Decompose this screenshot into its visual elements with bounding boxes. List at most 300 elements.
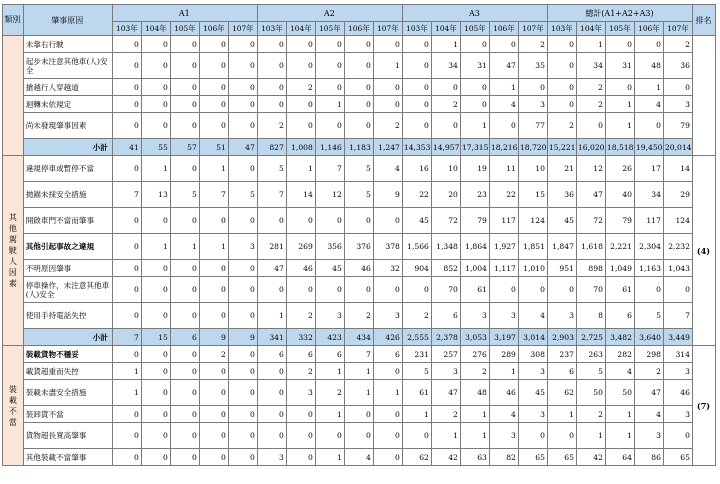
value-cell: 1 (170, 234, 199, 260)
value-cell: 79 (605, 208, 634, 234)
value-cell: 5 (228, 182, 257, 208)
subtotal-value: 1,008 (286, 139, 315, 156)
value-cell: 0 (170, 303, 199, 329)
reason-cell: 裝載貨物不穩妥 (23, 346, 112, 363)
value-cell: 0 (228, 423, 257, 449)
value-cell: 0 (373, 423, 402, 449)
value-cell: 0 (170, 36, 199, 53)
value-cell: 34 (431, 53, 460, 79)
value-cell: 263 (576, 346, 605, 363)
value-cell: 34 (634, 182, 663, 208)
value-cell: 0 (286, 208, 315, 234)
value-cell: 0 (199, 53, 228, 79)
value-cell: 282 (605, 346, 634, 363)
value-cell: 298 (634, 346, 663, 363)
value-cell: 0 (605, 79, 634, 96)
value-cell: 0 (315, 423, 344, 449)
value-cell: 17 (634, 156, 663, 182)
value-cell: 0 (344, 208, 373, 234)
reason-cell: 尚未發現肇事因素 (23, 113, 112, 139)
header-year: 103年 (257, 22, 286, 36)
value-cell: 1 (605, 113, 634, 139)
value-cell: 6 (315, 346, 344, 363)
value-cell: 5 (634, 303, 663, 329)
value-cell: 2 (257, 113, 286, 139)
value-cell: 0 (170, 96, 199, 113)
value-cell: 0 (344, 423, 373, 449)
value-cell: 1,043 (663, 260, 692, 277)
subtotal-value: 3,482 (605, 329, 634, 346)
table-row (3, 79, 716, 96)
value-cell: 1,927 (489, 234, 518, 260)
value-cell: 4 (489, 406, 518, 423)
value-cell: 4 (634, 406, 663, 423)
value-cell: 0 (576, 113, 605, 139)
value-cell: 0 (141, 277, 170, 303)
reason-cell: 裝載未盡安全措施 (23, 380, 112, 406)
value-cell: 0 (402, 79, 431, 96)
value-cell: 1,566 (402, 234, 431, 260)
value-cell: 3 (286, 380, 315, 406)
value-cell: 0 (257, 380, 286, 406)
value-cell: 65 (547, 449, 576, 466)
value-cell: 64 (605, 449, 634, 466)
value-cell: 5 (576, 363, 605, 380)
value-cell: 7 (315, 156, 344, 182)
value-cell: 4 (344, 449, 373, 466)
reason-cell: 違規停車或暫停不當 (23, 156, 112, 182)
value-cell: 0 (547, 96, 576, 113)
value-cell: 1 (315, 406, 344, 423)
value-cell: 12 (576, 156, 605, 182)
accident-cause-table (2, 4, 716, 466)
value-cell: 0 (518, 79, 547, 96)
reason-cell: 開啟車門不當而肇事 (23, 208, 112, 234)
table-body (3, 36, 716, 466)
reason-cell: 其他裝載不當肇事 (23, 449, 112, 466)
value-cell: 0 (228, 277, 257, 303)
value-cell: 2 (373, 113, 402, 139)
subtotal-value: 3,053 (460, 329, 489, 346)
value-cell: 3 (228, 234, 257, 260)
value-cell: 0 (663, 79, 692, 96)
value-cell: 5 (257, 156, 286, 182)
value-cell: 3 (518, 96, 547, 113)
subtotal-value: 9 (228, 329, 257, 346)
value-cell: 0 (170, 113, 199, 139)
value-cell: 0 (373, 79, 402, 96)
value-cell: 0 (663, 277, 692, 303)
value-cell: 0 (402, 423, 431, 449)
value-cell: 1 (634, 79, 663, 96)
value-cell: 1,348 (431, 234, 460, 260)
value-cell: 0 (199, 449, 228, 466)
reason-cell: 起步未注意其他車(人)安全 (23, 53, 112, 79)
value-cell: 0 (112, 113, 141, 139)
value-cell: 2 (576, 96, 605, 113)
rank-cell (692, 36, 715, 156)
rank-cell: (4) (692, 156, 715, 346)
value-cell: 1 (547, 406, 576, 423)
table-row (3, 346, 716, 363)
value-cell: 0 (344, 406, 373, 423)
value-cell: 124 (518, 208, 547, 234)
value-cell: 0 (228, 380, 257, 406)
value-cell: 0 (141, 79, 170, 96)
value-cell: 20 (431, 182, 460, 208)
value-cell: 2 (286, 363, 315, 380)
value-cell: 1 (489, 79, 518, 96)
value-cell: 1 (431, 36, 460, 53)
value-cell: 5 (344, 156, 373, 182)
value-cell: 23 (460, 182, 489, 208)
value-cell: 1 (402, 406, 431, 423)
value-cell: 0 (112, 277, 141, 303)
value-cell: 0 (547, 423, 576, 449)
value-cell: 0 (141, 36, 170, 53)
value-cell: 5 (402, 363, 431, 380)
subtotal-label: 小計 (23, 139, 112, 156)
value-cell: 3 (257, 449, 286, 466)
header-year: 106年 (489, 22, 518, 36)
value-cell: 2 (431, 96, 460, 113)
value-cell: 42 (576, 449, 605, 466)
value-cell: 1 (460, 423, 489, 449)
value-cell: 4 (634, 96, 663, 113)
value-cell: 0 (112, 449, 141, 466)
header-year: 107年 (518, 22, 547, 36)
value-cell: 0 (489, 36, 518, 53)
value-cell: 6 (547, 363, 576, 380)
header-year: 105年 (170, 22, 199, 36)
subtotal-value: 41 (112, 139, 141, 156)
subtotal-value: 6 (170, 329, 199, 346)
value-cell: 0 (112, 234, 141, 260)
value-cell: 1,864 (460, 234, 489, 260)
value-cell: 61 (605, 277, 634, 303)
value-cell: 1 (199, 234, 228, 260)
category-cell: 其他駕駛人因素 (3, 156, 24, 346)
value-cell: 0 (489, 277, 518, 303)
subtotal-value: 827 (257, 139, 286, 156)
value-cell: 9 (373, 182, 402, 208)
value-cell: 1 (373, 53, 402, 79)
value-cell: 0 (373, 208, 402, 234)
header-year: 107年 (373, 22, 402, 36)
value-cell: 0 (663, 423, 692, 449)
value-cell: 0 (257, 406, 286, 423)
header-year: 105年 (315, 22, 344, 36)
table-row (3, 156, 716, 182)
table-row (3, 303, 716, 329)
value-cell: 5 (170, 182, 199, 208)
value-cell: 45 (518, 380, 547, 406)
table-row (3, 234, 716, 260)
value-cell: 61 (402, 380, 431, 406)
value-cell: 0 (547, 79, 576, 96)
value-cell: 0 (344, 113, 373, 139)
value-cell: 0 (228, 363, 257, 380)
value-cell: 32 (373, 260, 402, 277)
value-cell: 0 (141, 208, 170, 234)
value-cell: 45 (402, 208, 431, 234)
value-cell: 0 (315, 79, 344, 96)
value-cell: 257 (431, 346, 460, 363)
value-cell: 0 (373, 406, 402, 423)
value-cell: 0 (228, 36, 257, 53)
value-cell: 0 (315, 208, 344, 234)
value-cell: 951 (547, 260, 576, 277)
value-cell: 0 (228, 406, 257, 423)
value-cell: 3 (315, 303, 344, 329)
value-cell: 0 (373, 449, 402, 466)
subtotal-value: 341 (257, 329, 286, 346)
value-cell: 314 (663, 346, 692, 363)
subtotal-value: 19,450 (634, 139, 663, 156)
subtotal-value: 423 (315, 329, 344, 346)
subtotal-value: 2,903 (547, 329, 576, 346)
value-cell: 0 (344, 277, 373, 303)
subtotal-row (3, 329, 716, 346)
value-cell: 0 (170, 156, 199, 182)
value-cell: 0 (112, 423, 141, 449)
value-cell: 3 (373, 303, 402, 329)
value-cell: 117 (489, 208, 518, 234)
value-cell: 1 (460, 406, 489, 423)
value-cell: 1 (112, 363, 141, 380)
subtotal-value: 18,216 (489, 139, 518, 156)
value-cell: 1,010 (518, 260, 547, 277)
value-cell: 72 (576, 208, 605, 234)
header-year: 106年 (344, 22, 373, 36)
subtotal-value: 47 (228, 139, 257, 156)
value-cell: 2 (634, 363, 663, 380)
value-cell: 0 (257, 36, 286, 53)
value-cell: 46 (286, 260, 315, 277)
value-cell: 0 (199, 113, 228, 139)
value-cell: 1 (373, 380, 402, 406)
value-cell: 2,304 (634, 234, 663, 260)
value-cell: 0 (518, 277, 547, 303)
reason-cell: 使用手持電話失控 (23, 303, 112, 329)
value-cell: 0 (112, 260, 141, 277)
reason-cell: 裝卸貨不當 (23, 406, 112, 423)
value-cell: 0 (315, 53, 344, 79)
reason-cell: 不明原因肇事 (23, 260, 112, 277)
table-row (3, 96, 716, 113)
value-cell: 0 (402, 96, 431, 113)
value-cell: 45 (315, 260, 344, 277)
value-cell: 0 (286, 96, 315, 113)
value-cell: 356 (315, 234, 344, 260)
subtotal-value: 16,020 (576, 139, 605, 156)
value-cell: 31 (460, 53, 489, 79)
value-cell: 46 (663, 380, 692, 406)
value-cell: 26 (605, 156, 634, 182)
value-cell: 0 (141, 363, 170, 380)
table-row (3, 113, 716, 139)
value-cell: 0 (141, 380, 170, 406)
value-cell: 0 (170, 277, 199, 303)
header-category: 類別 (3, 5, 24, 36)
value-cell: 0 (228, 156, 257, 182)
value-cell: 22 (402, 182, 431, 208)
value-cell: 0 (199, 380, 228, 406)
value-cell: 19 (460, 156, 489, 182)
value-cell: 1,847 (547, 234, 576, 260)
value-cell: 0 (547, 277, 576, 303)
value-cell: 42 (431, 449, 460, 466)
header-year: 107年 (663, 22, 692, 36)
subtotal-value: 7 (112, 329, 141, 346)
value-cell: 0 (141, 423, 170, 449)
value-cell: 0 (112, 156, 141, 182)
table-row (3, 277, 716, 303)
value-cell: 0 (228, 53, 257, 79)
value-cell: 8 (576, 303, 605, 329)
value-cell: 0 (112, 96, 141, 113)
value-cell: 0 (170, 346, 199, 363)
value-cell: 1 (141, 234, 170, 260)
value-cell: 0 (199, 260, 228, 277)
reason-cell: 載貨超重而失控 (23, 363, 112, 380)
value-cell: 0 (228, 208, 257, 234)
value-cell: 0 (170, 79, 199, 96)
subtotal-value: 426 (373, 329, 402, 346)
value-cell: 29 (663, 182, 692, 208)
value-cell: 0 (257, 79, 286, 96)
value-cell: 1 (576, 423, 605, 449)
value-cell: 50 (605, 380, 634, 406)
value-cell: 0 (228, 303, 257, 329)
value-cell: 0 (315, 113, 344, 139)
value-cell: 48 (460, 380, 489, 406)
value-cell: 11 (489, 156, 518, 182)
value-cell: 2 (344, 303, 373, 329)
subtotal-value: 1,247 (373, 139, 402, 156)
value-cell: 3 (663, 363, 692, 380)
table-row (3, 380, 716, 406)
value-cell: 14 (663, 156, 692, 182)
value-cell: 4 (489, 96, 518, 113)
value-cell: 15 (518, 182, 547, 208)
value-cell: 231 (402, 346, 431, 363)
value-cell: 0 (286, 423, 315, 449)
reason-cell: 停車操作，未注意其他車(人)安全 (23, 277, 112, 303)
value-cell: 0 (344, 79, 373, 96)
header-group-total: 總計(A1+A2+A3) (547, 5, 692, 22)
value-cell: 2 (286, 303, 315, 329)
value-cell: 2 (547, 113, 576, 139)
value-cell: 3 (518, 363, 547, 380)
value-cell: 2 (663, 36, 692, 53)
subtotal-value: 1,146 (315, 139, 344, 156)
value-cell: 2,232 (663, 234, 692, 260)
value-cell: 6 (431, 303, 460, 329)
table-header (3, 5, 716, 36)
value-cell: 0 (286, 406, 315, 423)
value-cell: 0 (141, 260, 170, 277)
subtotal-value: 18,518 (605, 139, 634, 156)
subtotal-value: 3,014 (518, 329, 547, 346)
value-cell: 31 (605, 53, 634, 79)
value-cell: 3 (634, 423, 663, 449)
value-cell: 0 (286, 53, 315, 79)
header-year: 106年 (199, 22, 228, 36)
value-cell: 0 (112, 406, 141, 423)
value-cell: 4 (518, 303, 547, 329)
value-cell: 308 (518, 346, 547, 363)
value-cell: 1 (315, 449, 344, 466)
value-cell: 0 (431, 113, 460, 139)
value-cell: 0 (402, 53, 431, 79)
subtotal-value: 1,183 (344, 139, 373, 156)
value-cell: 79 (663, 113, 692, 139)
value-cell: 7 (344, 346, 373, 363)
header-group-a3: A3 (402, 5, 547, 22)
header-year: 104年 (431, 22, 460, 36)
value-cell: 6 (373, 346, 402, 363)
value-cell: 12 (315, 182, 344, 208)
table-row (3, 260, 716, 277)
value-cell: 47 (634, 380, 663, 406)
value-cell: 7 (663, 303, 692, 329)
value-cell: 0 (344, 96, 373, 113)
value-cell: 852 (431, 260, 460, 277)
reason-cell: 搶越行人穿越道 (23, 79, 112, 96)
table-row (3, 208, 716, 234)
value-cell: 0 (286, 277, 315, 303)
value-cell: 1 (460, 113, 489, 139)
subtotal-value: 9 (199, 329, 228, 346)
subtotal-value: 3,197 (489, 329, 518, 346)
value-cell: 40 (605, 182, 634, 208)
value-cell: 3 (431, 363, 460, 380)
value-cell: 0 (199, 96, 228, 113)
value-cell: 281 (257, 234, 286, 260)
value-cell: 0 (141, 449, 170, 466)
subtotal-value: 14,957 (431, 139, 460, 156)
value-cell: 1,049 (605, 260, 634, 277)
subtotal-value: 20,014 (663, 139, 692, 156)
value-cell: 62 (547, 380, 576, 406)
category-cell (3, 36, 24, 156)
value-cell: 0 (199, 406, 228, 423)
value-cell: 5 (344, 182, 373, 208)
header-year: 105年 (605, 22, 634, 36)
value-cell: 1 (141, 156, 170, 182)
value-cell: 0 (199, 208, 228, 234)
value-cell: 7 (257, 182, 286, 208)
header-year: 107年 (228, 22, 257, 36)
header-year: 104年 (286, 22, 315, 36)
value-cell: 237 (547, 346, 576, 363)
table-row (3, 53, 716, 79)
value-cell: 904 (402, 260, 431, 277)
value-cell: 0 (170, 423, 199, 449)
value-cell: 2 (402, 303, 431, 329)
value-cell: 0 (315, 36, 344, 53)
value-cell: 0 (286, 449, 315, 466)
value-cell: 0 (112, 36, 141, 53)
value-cell: 0 (141, 303, 170, 329)
value-cell: 1 (605, 406, 634, 423)
value-cell: 0 (431, 79, 460, 96)
value-cell: 1 (112, 380, 141, 406)
value-cell: 0 (141, 346, 170, 363)
value-cell: 10 (431, 156, 460, 182)
value-cell: 1 (344, 380, 373, 406)
